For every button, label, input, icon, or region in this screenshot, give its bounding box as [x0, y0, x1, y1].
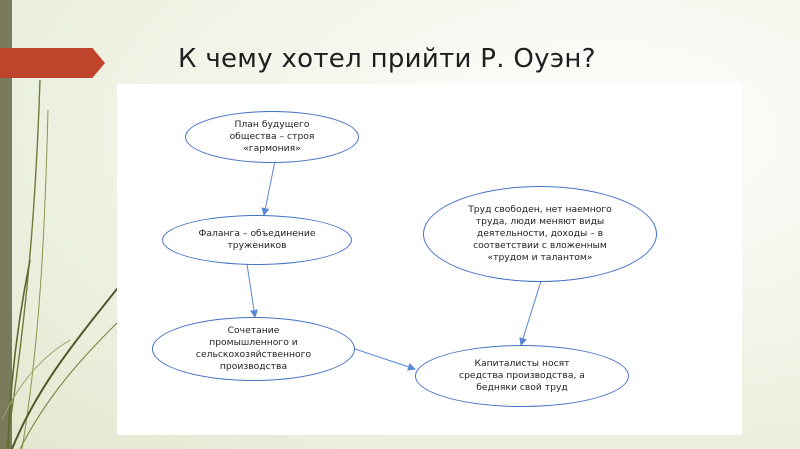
node-combination: Сочетание промышленного и сельскохозяйственного производства — [152, 317, 355, 381]
title-accent-arrow — [0, 48, 105, 78]
edge-labor-to-capitalists — [521, 281, 541, 345]
edge-plan-to-falanga — [264, 161, 275, 215]
decorative-grass — [0, 80, 130, 449]
node-capitalists: Капиталисты носят средства производства, а бедняки свой труд — [415, 345, 629, 407]
node-labor: Труд свободен, нет наемного труда, люди меняют виды деятельности, доходы – в соответствии с вложенным «трудом и талантом» — [423, 186, 657, 282]
edge-combination-to-capitalists — [355, 349, 415, 369]
edge-falanga-to-combination — [247, 264, 255, 317]
diagram-panel — [117, 84, 742, 435]
node-plan: План будущего общества – строя «гармония» — [185, 111, 359, 163]
node-falanga: Фаланга – объединение тружеников — [162, 215, 352, 265]
slide-title: К чему хотел прийти Р. Оуэн? — [178, 44, 596, 74]
